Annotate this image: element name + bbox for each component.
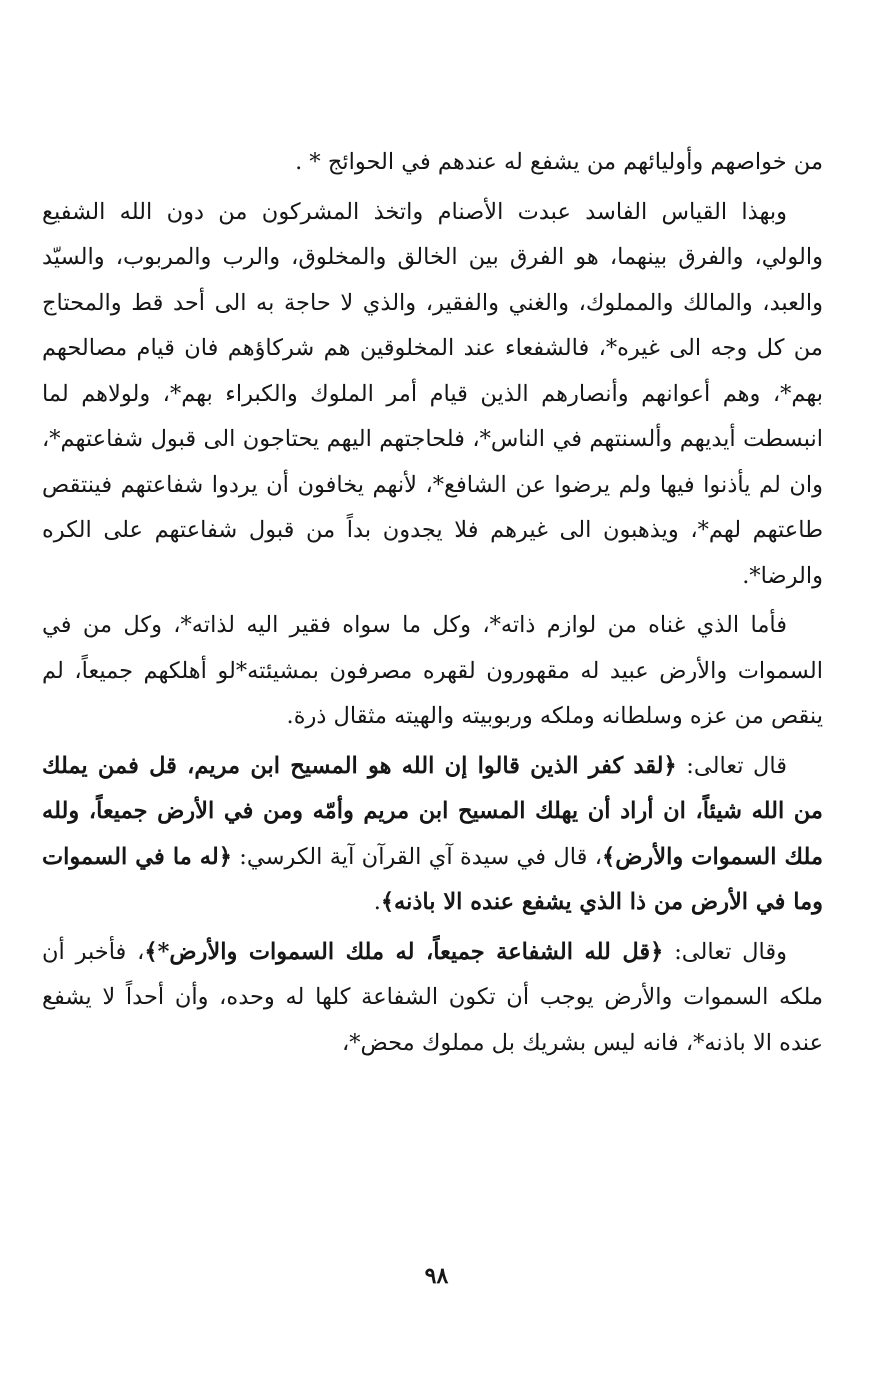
- quran-quote-3: ﴿قل لله الشفاعة جميعاً، له ملك السموات والأرض*﴾: [144, 938, 664, 965]
- quote-intro: قال تعالى:: [676, 752, 787, 779]
- paragraph-2: وبهذا القياس الفاسد عبدت الأصنام واتخذ المشركون من دون الله الشفيع والولي، والفرق بينهما، هو الفرق بين الخالق والمخلوق، والرب والمربوب، والسيّد والعبد، والمالك والمملوك، والغني والفقير، والذي لا حاجة به الى أحد قط والمحتاج من كل وجه الى غيره*، فالشفعاء عند المخلوقين هم شركاؤهم فان قيام مصالحهم بهم*، وهم أعوانهم وأنصارهم الذين قيام أمر الملوك والكبراء بهم*، ولولاهم لما انبسطت أيديهم وألسنتهم في الناس*، فلحاجتهم اليهم يحتاجون الى قبول شفاعتهم*، وان لم يأذنوا فيها ولم يرضوا عن الشافع*، لأنهم يخافون أن يردوا شفاعتهم فينتقص طاعتهم لهم*، ويذهبون الى غيرهم فلا يجدون بداً من قبول شفاعتهم على الكره والرضا*.: [42, 198, 823, 589]
- final-rest: ، فأخبر أن ملكه السموات والأرض يوجب أن تكون الشفاعة كلها له وحده، وأن أحداً لا يشفع عنده الا باذنه*، فانه ليس بشريك بل مملوك محض*،: [42, 938, 823, 1056]
- page-number: ٩٨: [424, 1263, 449, 1289]
- paragraph-1: من خواصهم وأوليائهم من يشفع له عندهم في الحوائج * .: [295, 149, 823, 175]
- quran-quote-2: ﴿له ما في السموات وما في الأرض من ذا الذي يشفع عنده الا باذنه﴾: [42, 843, 823, 915]
- paragraph-4-quran-citation: [42, 744, 823, 926]
- final-intro: وقال تعالى:: [663, 938, 787, 965]
- quote-end: .: [373, 889, 381, 915]
- paragraph-5: [42, 930, 823, 1067]
- quote-middle: ، قال في سيدة آي القرآن آية الكرسي:: [231, 843, 603, 870]
- body-text: [42, 140, 823, 1066]
- quran-quote-1: ﴿لقد كفر الذين قالوا إن الله هو المسيح ابن مريم، قل فمن يملك من الله شيئاً، ان أراد أن يهلك المسيح ابن مريم وأمّه ومن في الأرض جميعاً، ولله ملك السموات والأرض﴾: [42, 752, 824, 870]
- paragraph-3: فأما الذي غناه من لوازم ذاته*، وكل ما سواه فقير اليه لذاته*، وكل من في السموات والأرض عبيد له مقهورون لقهره مصرفون بمشيئته*لو أهلكهم جميعاً، لم ينقص من عزه وسلطانه وملكه وربوبيته والهيته مثقال ذرة.: [42, 612, 823, 729]
